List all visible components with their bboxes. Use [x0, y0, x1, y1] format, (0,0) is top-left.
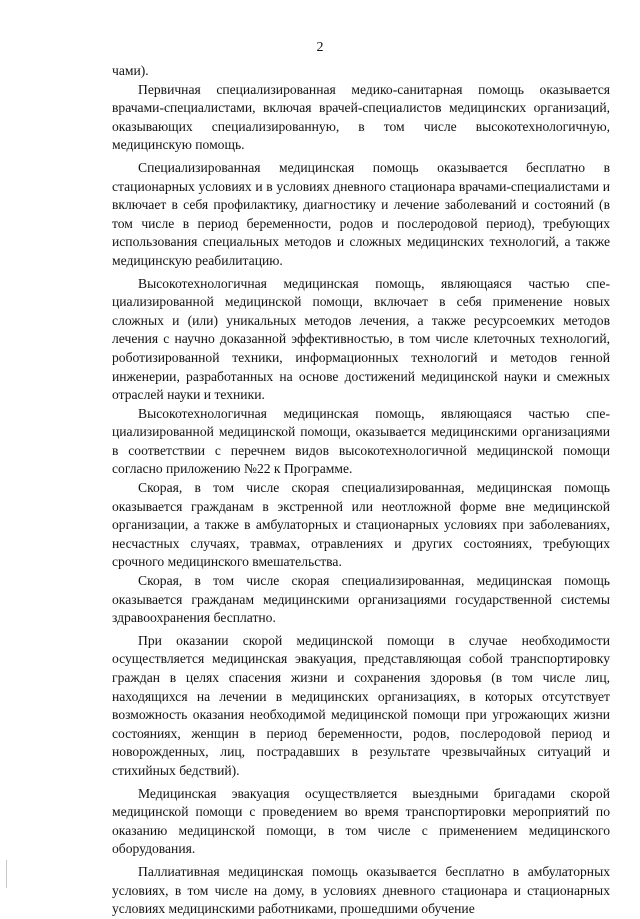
paragraph-medical-evacuation: При оказании скорой медицинской помощи в случае необходимости осуществляется медицинская эвакуация, представляющая собой транспортировку граждан в целях спасения жизни и сохранения здоровья (в том числе лиц, находящихся на лечении в медицинских организациях, в которых отсутствует возможность оказания необходимой медицинской помощи при угрожающих жизни состояниях, женщин в период беременности, родов, послеродовой период и новорожденных, лиц, пострадавших в результате чрезвычайных ситуаций и стихийных бедствий). [112, 632, 610, 778]
paragraph-primary-care: Первичная специализированная медико-санитарная помощь оказывается врачами-специалистами, включая врачей-специалистов медицинских организаций, оказывающих специализированную, в том числе высокотехнологичную, медицинскую помощь. [112, 81, 610, 153]
paragraph-high-tech-care: Высокотехнологичная медицинская помощь, являющаяся частью специализированной медицинской помощи, включает в себя применение новых сложных и (или) уникальных методов лечения, а также ресурсоемких методов лечения с научно доказанной эффективностью, в том числе клеточных технологий, роботизированной техники, информационных технологий и методов генной инженерии, разработанных на основе достижений медицинской науки и смежных отраслей науки и техники. [112, 275, 610, 403]
paragraph-emergency-free: Скорая, в том числе скорая специализированная, медицинская помощь оказывается гражданам медицинскими организациями государственной системы здравоохранения бесплатно. [112, 573, 610, 626]
paragraph-specialized-care: Специализированная медицинская помощь оказывается бесплатно в стационарных условиях и в условиях дневного стационара врачами-специалистами и включает в себя профилактику, диагностику и лечение заболеваний и состояний (в том числе в период беременности, родов и послеродовой период), требующих использования специальных методов и сложных медицинских технологий, а также медицинскую реабилитацию. [112, 159, 610, 268]
page-number: 2 [316, 40, 324, 55]
paragraph-high-tech-provision: Высокотехнологичная медицинская помощь, являющаяся частью специализированной медицинской помощи, оказывается медицинскими организациями в соответствии с перечнем видов высокотехнологичной медицинской помощи согласно приложению №22 к Программе. [112, 405, 610, 477]
document-body [112, 62, 610, 919]
paragraph-emergency-care: Скорая, в том числе скорая специализированная, медицинская помощь оказывается гражданам в экстренной или неотложной форме вне медицинской организации, а также в амбулаторных и стационарных условиях при заболеваниях, несчастных случаях, травмах, отравлениях и других состояниях, требующих срочного медицинского вмешательства. [112, 480, 610, 570]
paragraph-continuation: чами). [112, 63, 149, 78]
paragraph-evacuation-teams: Медицинская эвакуация осуществляется выездными бригадами скорой медицинской помощи с проведением во время транспортировки мероприятий по оказанию медицинской помощи, в том числе с применением медицинского оборудования. [112, 785, 610, 857]
scan-edge-mark [6, 860, 7, 888]
paragraph-palliative-care: Паллиативная медицинская помощь оказывается бесплатно в амбулаторных условиях, в том числе на дому, в условиях дневного стационара и стационарных условиях медицинскими работниками, прошедшими обучение [112, 863, 610, 917]
